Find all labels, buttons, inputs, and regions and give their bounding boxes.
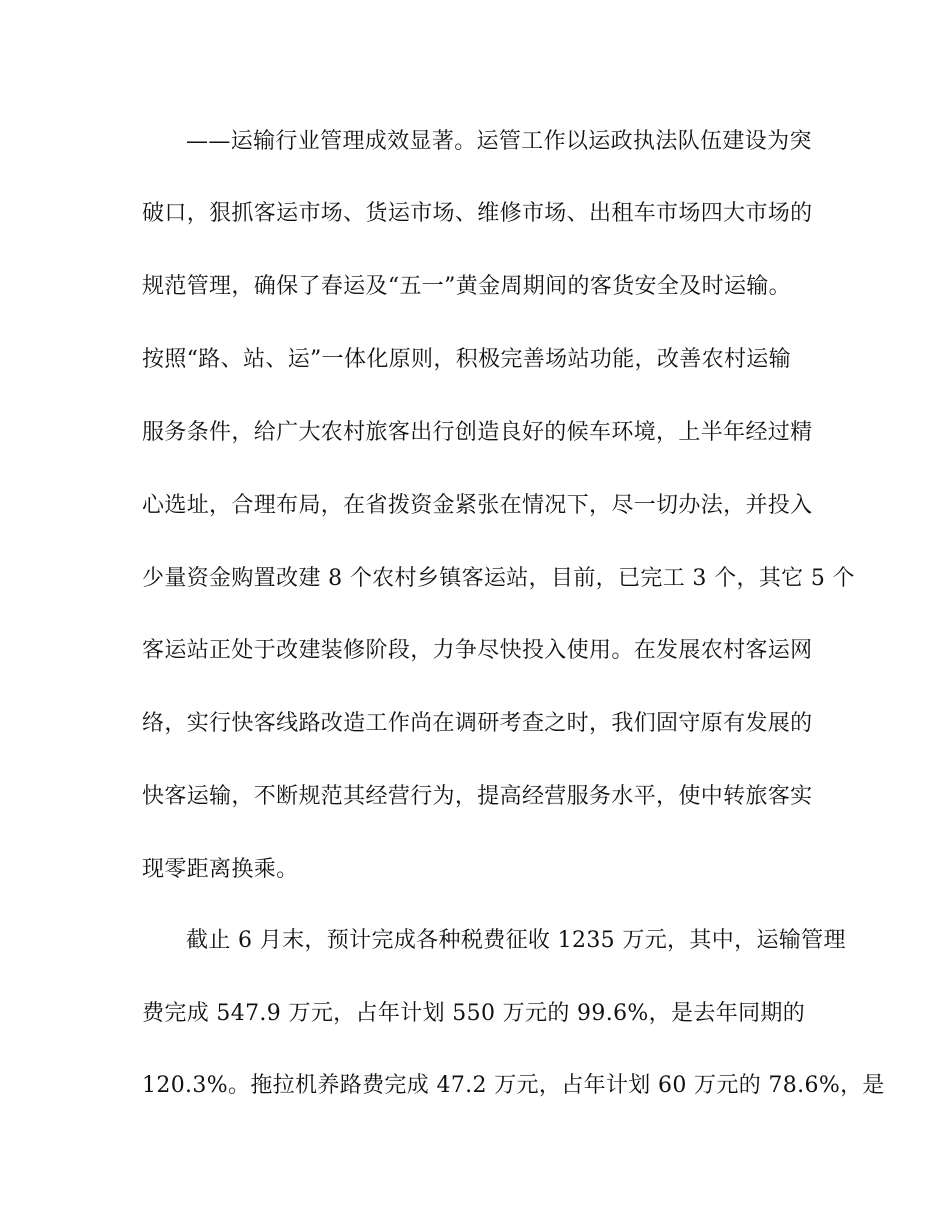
paragraph-1-line-7: 少量资金购置改建 8 个农村乡镇客运站，目前，已完工 3 个，其它 5 个 <box>142 566 855 591</box>
paragraph-1-line-2: 破口，狠抓客运市场、货运市场、维修市场、出租车市场四大市场的 <box>142 201 813 226</box>
paragraph-1-line-10: 快客运输，不断规范其经营行为，提高经营服务水平，使中转旅客实 <box>142 784 813 809</box>
paragraph-1-line-9: 络，实行快客线路改造工作尚在调研考查之时，我们固守原有发展的 <box>142 711 813 736</box>
paragraph-2-line-3: 120.3%。拖拉机养路费完成 47.2 万元，占年计划 60 万元的 78.6%，是 <box>142 1073 885 1098</box>
paragraph-1-line-11: 现零距离换乘。 <box>142 857 299 882</box>
paragraph-1-line-6: 心选址，合理布局，在省拨资金紧张在情况下，尽一切办法，并投入 <box>142 493 813 518</box>
paragraph-1-line-1: ——运输行业管理成效显著。运管工作以运政执法队伍建设为突 <box>186 129 812 154</box>
paragraph-2-line-1: 截止 6 月末，预计完成各种税费征收 1235 万元，其中，运输管理 <box>186 928 846 953</box>
paragraph-1-line-8: 客运站正处于改建装修阶段，力争尽快投入使用。在发展农村客运网 <box>142 638 813 663</box>
paragraph-1-line-5: 服务条件，给广大农村旅客出行创造良好的候车环境，上半年经过精 <box>142 420 813 445</box>
paragraph-2-line-2: 费完成 547.9 万元，占年计划 550 万元的 99.6%，是去年同期的 <box>142 1001 806 1026</box>
paragraph-1-line-4: 按照“路、站、运”一体化原则，积极完善场站功能，改善农村运输 <box>142 347 791 372</box>
paragraph-1-line-3: 规范管理，确保了春运及“五一”黄金周期间的客货安全及时运输。 <box>142 274 791 299</box>
